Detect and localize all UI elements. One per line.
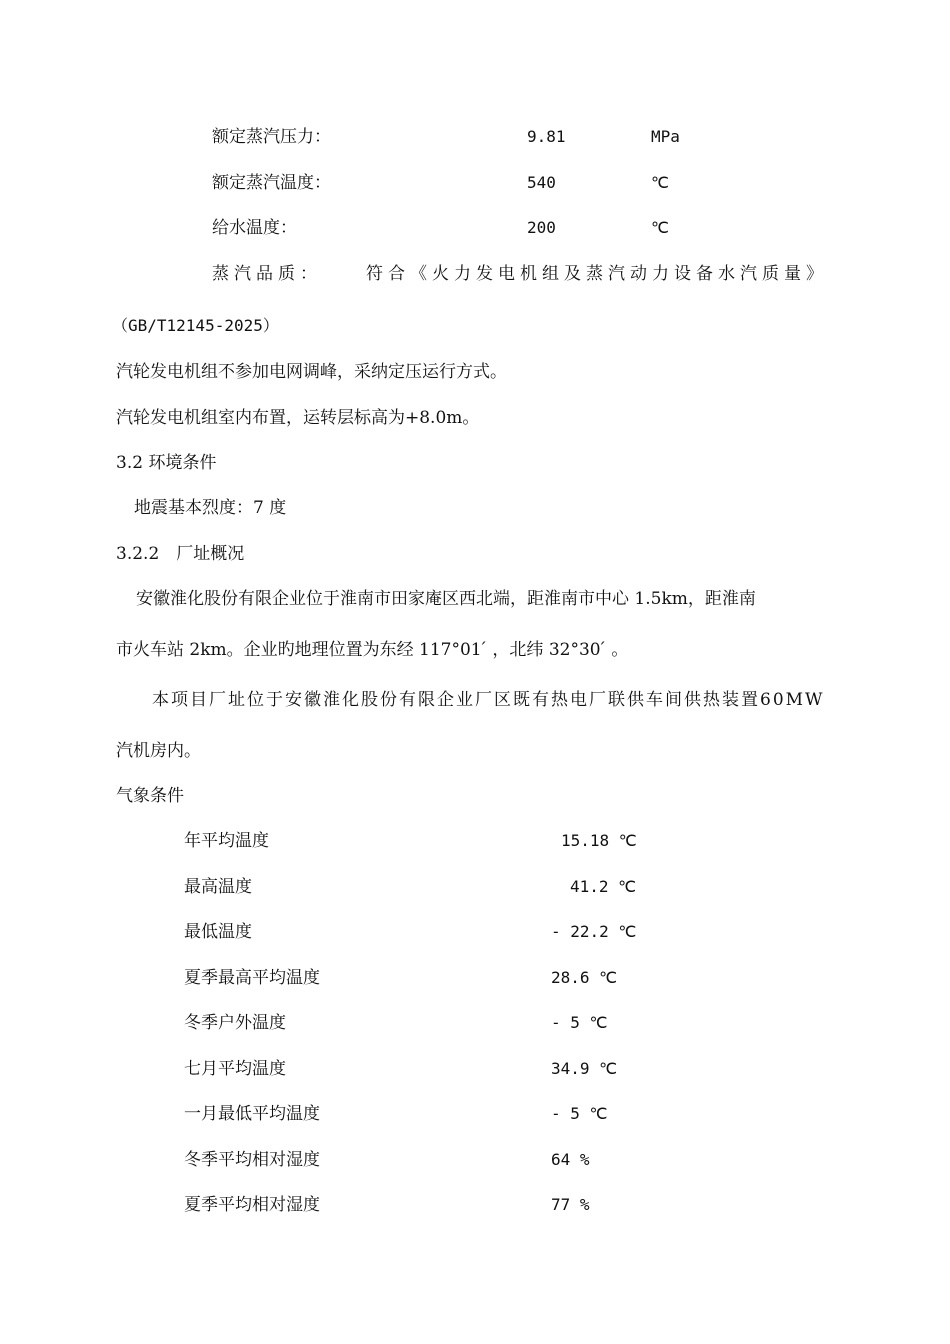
seismic-intensity: 地震基本烈度：7 度 [134,498,287,518]
steam-temp-unit: ℃ [651,173,669,192]
site-description-line-2: 市火车站 2km。企业旳地理位置为东经 117°01 ́ ，北纬 32°30 ́ 。 [116,640,629,660]
weather-value-summer-humidity: 77 % [551,1195,590,1214]
steam-temp-value: 540 [527,173,556,192]
steam-quality-value: 符合《火力发电机组及蒸汽动力设备水汽质量》 [366,264,828,284]
steam-pressure-label: 额定蒸汽压力： [212,127,331,147]
weather-value-max: 41.2 ℃ [570,877,637,896]
weather-label-annual-avg: 年平均温度 [184,831,269,851]
weather-value-winter-humidity: 64 % [551,1150,590,1169]
feedwater-temp-unit: ℃ [651,218,669,237]
steam-temp-label: 额定蒸汽温度： [212,173,331,193]
project-site-line-2: 汽机房内。 [116,741,201,761]
project-site-line-1: 本项目厂址位于安徽淮化股份有限企业厂区既有热电厂联供车间供热装置60MW [152,690,825,710]
site-description-line-1: 安徽淮化股份有限企业位于淮南市田家庵区西北端，距淮南市中心 1.5km，距淮南 [136,589,756,609]
section-heading-environment: 3.2 环境条件 [116,453,217,473]
feedwater-temp-label: 给水温度： [212,218,297,238]
section-heading-site: 3.2.2 厂址概况 [116,544,245,564]
weather-label-winter-humidity: 冬季平均相对湿度 [184,1150,320,1170]
weather-value-min: - 22.2 ℃ [551,922,637,941]
weather-value-july-avg: 34.9 ℃ [551,1059,618,1078]
paragraph-layout: 汽轮发电机组室内布置，运转层标高为+8.0m。 [116,408,480,428]
steam-pressure-value: 9.81 [527,127,566,146]
weather-label-max: 最高温度 [184,877,252,897]
weather-heading: 气象条件 [116,786,184,806]
steam-quality-label: 蒸汽品质： [212,264,322,284]
weather-value-summer-max-avg: 28.6 ℃ [551,968,618,987]
weather-label-summer-humidity: 夏季平均相对湿度 [184,1195,320,1215]
steam-quality-standard: （GB/T12145-2025） [112,316,279,335]
weather-label-min: 最低温度 [184,922,252,942]
weather-value-winter-outdoor: - 5 ℃ [551,1013,608,1032]
weather-label-winter-outdoor: 冬季户外温度 [184,1013,286,1033]
weather-label-january-min-avg: 一月最低平均温度 [184,1104,320,1124]
feedwater-temp-value: 200 [527,218,556,237]
weather-label-july-avg: 七月平均温度 [184,1059,286,1079]
weather-value-january-min-avg: - 5 ℃ [551,1104,608,1123]
weather-label-summer-max-avg: 夏季最高平均温度 [184,968,320,988]
steam-pressure-unit: MPa [651,127,680,146]
paragraph-peak-shaving: 汽轮发电机组不参加电网调峰，采纳定压运行方式。 [116,362,507,382]
weather-value-annual-avg: 15.18 ℃ [561,831,637,850]
